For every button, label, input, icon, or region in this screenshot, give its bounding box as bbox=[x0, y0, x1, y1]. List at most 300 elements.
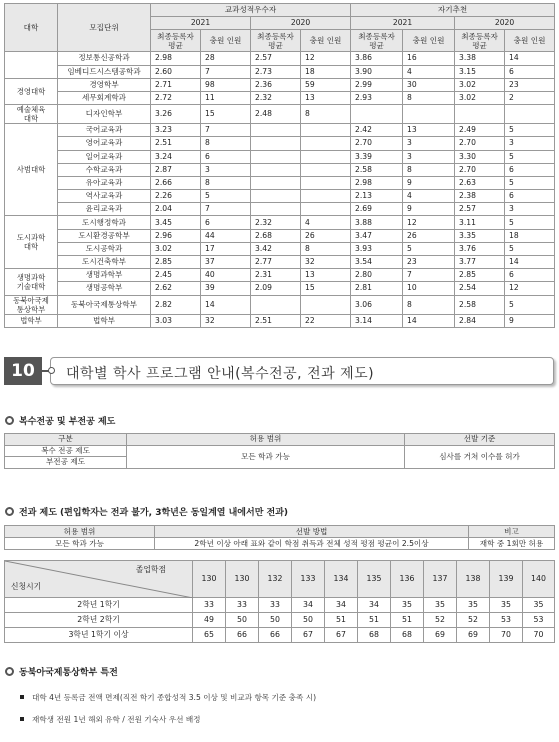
value-cell: 3.26 bbox=[151, 105, 201, 124]
value-cell: 7 bbox=[201, 124, 251, 137]
header-final-avg: 최종등록자 평균 bbox=[151, 30, 201, 52]
header-final-avg: 최종등록자 평균 bbox=[251, 30, 301, 52]
table-row bbox=[5, 282, 555, 295]
univ-cell bbox=[5, 52, 58, 78]
header-range: 허용 범위 bbox=[127, 434, 405, 446]
square-bullet-icon bbox=[20, 695, 24, 699]
credit-header: 130 bbox=[193, 561, 226, 598]
univ-cell: 사범대학 bbox=[5, 124, 58, 216]
credit-value: 35 bbox=[490, 598, 523, 613]
value-cell: 23 bbox=[505, 78, 555, 91]
section-heading-text: 전과 제도 (편입학자는 전과 불가, 3학년은 동일계열 내에서만 전과) bbox=[19, 508, 289, 518]
value-cell: 26 bbox=[403, 229, 455, 242]
value-cell: 2.32 bbox=[251, 216, 301, 229]
dept-cell: 경영학부 bbox=[58, 78, 151, 91]
value-cell: 6 bbox=[505, 65, 555, 78]
dept-cell: 수학교육과 bbox=[58, 163, 151, 176]
value-cell bbox=[301, 150, 351, 163]
value-cell: 3.93 bbox=[351, 242, 403, 255]
value-cell: 5 bbox=[505, 216, 555, 229]
header-criteria: 선발 기준 bbox=[405, 434, 555, 446]
value-cell: 2.80 bbox=[351, 269, 403, 282]
credit-value: 51 bbox=[325, 613, 358, 628]
value-cell: 15 bbox=[301, 282, 351, 295]
header-univ: 대학 bbox=[5, 4, 58, 52]
value-cell: 6 bbox=[505, 163, 555, 176]
value-cell: 3.77 bbox=[455, 256, 505, 269]
table-row bbox=[5, 613, 555, 628]
value-cell: 14 bbox=[505, 52, 555, 65]
transfer-table bbox=[4, 525, 555, 550]
table-row bbox=[5, 137, 555, 150]
dept-cell: 일어교육과 bbox=[58, 150, 151, 163]
table-row bbox=[5, 598, 555, 613]
dept-cell: 역사교육과 bbox=[58, 190, 151, 203]
credit-value: 69 bbox=[424, 628, 457, 643]
value-cell: 30 bbox=[403, 78, 455, 91]
transfer-range: 모든 학과 가능 bbox=[5, 538, 155, 550]
credit-value: 35 bbox=[457, 598, 490, 613]
value-cell: 8 bbox=[403, 91, 455, 104]
value-cell: 8 bbox=[403, 163, 455, 176]
header-method: 선발 방법 bbox=[155, 526, 469, 538]
value-cell: 5 bbox=[505, 295, 555, 314]
credit-value: 34 bbox=[292, 598, 325, 613]
credit-value: 50 bbox=[226, 613, 259, 628]
credit-value: 49 bbox=[193, 613, 226, 628]
table-row bbox=[5, 65, 555, 78]
value-cell: 2.70 bbox=[455, 163, 505, 176]
value-cell: 2.98 bbox=[351, 176, 403, 189]
value-cell: 2.77 bbox=[251, 256, 301, 269]
value-cell: 2.51 bbox=[151, 137, 201, 150]
circle-bullet-icon bbox=[5, 416, 14, 425]
value-cell: 2.70 bbox=[351, 137, 403, 150]
value-cell bbox=[455, 105, 505, 124]
table-row bbox=[5, 229, 555, 242]
value-cell: 2.81 bbox=[351, 282, 403, 295]
section-heading-transfer bbox=[5, 505, 288, 518]
value-cell: 3 bbox=[505, 137, 555, 150]
credit-value: 35 bbox=[424, 598, 457, 613]
dept-cell: 유아교육과 bbox=[58, 176, 151, 189]
value-cell: 5 bbox=[403, 242, 455, 255]
value-cell: 2.51 bbox=[251, 314, 301, 327]
dept-cell: 도시건축학부 bbox=[58, 256, 151, 269]
credit-header: 133 bbox=[292, 561, 325, 598]
header-year: 2021 bbox=[151, 17, 251, 30]
table-row bbox=[5, 242, 555, 255]
value-cell: 7 bbox=[403, 269, 455, 282]
value-cell: 2.85 bbox=[455, 269, 505, 282]
value-cell: 2.09 bbox=[251, 282, 301, 295]
credit-header: 130 bbox=[226, 561, 259, 598]
value-cell: 3.39 bbox=[351, 150, 403, 163]
value-cell: 2.57 bbox=[455, 203, 505, 216]
header-extra-count: 충원 인원 bbox=[505, 30, 555, 52]
table-row bbox=[5, 190, 555, 203]
credit-value: 34 bbox=[325, 598, 358, 613]
period-label: 3학년 1학기 이상 bbox=[5, 628, 193, 643]
table-row bbox=[5, 176, 555, 189]
value-cell bbox=[251, 163, 301, 176]
value-cell: 2.96 bbox=[151, 229, 201, 242]
value-cell: 2.31 bbox=[251, 269, 301, 282]
table-row bbox=[5, 124, 555, 137]
value-cell bbox=[251, 295, 301, 314]
value-cell: 3.76 bbox=[455, 242, 505, 255]
credit-header: 138 bbox=[457, 561, 490, 598]
value-cell: 44 bbox=[201, 229, 251, 242]
header-extra-count: 충원 인원 bbox=[403, 30, 455, 52]
value-cell: 3.90 bbox=[351, 65, 403, 78]
value-cell: 3.03 bbox=[151, 314, 201, 327]
value-cell: 2.71 bbox=[151, 78, 201, 91]
value-cell: 8 bbox=[201, 137, 251, 150]
credit-value: 53 bbox=[523, 613, 555, 628]
dept-cell: 국어교육과 bbox=[58, 124, 151, 137]
application-period-label: 신청시기 bbox=[11, 582, 42, 591]
univ-cell: 법학부 bbox=[5, 314, 58, 327]
value-cell: 3.15 bbox=[455, 65, 505, 78]
value-cell: 6 bbox=[201, 150, 251, 163]
value-cell: 8 bbox=[201, 176, 251, 189]
value-cell: 2.48 bbox=[251, 105, 301, 124]
credit-value: 66 bbox=[259, 628, 292, 643]
value-cell: 4 bbox=[301, 216, 351, 229]
value-cell: 2.73 bbox=[251, 65, 301, 78]
dept-cell: 영어교육과 bbox=[58, 137, 151, 150]
credit-value: 68 bbox=[391, 628, 424, 643]
benefit-text: 재학생 전원 1년 해외 유학 / 전원 기숙사 우선 배정 bbox=[32, 715, 201, 724]
credit-value: 66 bbox=[226, 628, 259, 643]
value-cell: 11 bbox=[201, 91, 251, 104]
value-cell: 2.04 bbox=[151, 203, 201, 216]
value-cell: 9 bbox=[403, 203, 455, 216]
value-cell bbox=[301, 176, 351, 189]
benefit-item bbox=[20, 714, 201, 725]
credit-value: 51 bbox=[391, 613, 424, 628]
value-cell: 3.02 bbox=[455, 91, 505, 104]
value-cell: 3.06 bbox=[351, 295, 403, 314]
value-cell: 40 bbox=[201, 269, 251, 282]
value-cell: 14 bbox=[505, 256, 555, 269]
value-cell: 8 bbox=[301, 105, 351, 124]
value-cell: 5 bbox=[505, 150, 555, 163]
credit-value: 52 bbox=[424, 613, 457, 628]
univ-cell: 도시과학 대학 bbox=[5, 216, 58, 269]
selection-criteria: 심사를 거쳐 이수를 허가 bbox=[405, 445, 555, 468]
credit-value: 33 bbox=[226, 598, 259, 613]
banner-dot-icon bbox=[48, 367, 55, 374]
value-cell: 8 bbox=[403, 295, 455, 314]
value-cell: 2.49 bbox=[455, 124, 505, 137]
univ-cell: 동북아국제 통상학부 bbox=[5, 295, 58, 314]
credit-requirement-table bbox=[4, 560, 555, 643]
value-cell: 5 bbox=[505, 242, 555, 255]
value-cell: 6 bbox=[505, 190, 555, 203]
table-row bbox=[5, 78, 555, 91]
credit-value: 35 bbox=[523, 598, 555, 613]
credit-value: 70 bbox=[523, 628, 555, 643]
value-cell: 17 bbox=[201, 242, 251, 255]
table-row bbox=[5, 628, 555, 643]
value-cell: 4 bbox=[403, 190, 455, 203]
section-title: 대학별 학사 프로그램 안내(복수전공, 전과 제도) bbox=[66, 366, 375, 382]
value-cell: 26 bbox=[301, 229, 351, 242]
value-cell: 3.35 bbox=[455, 229, 505, 242]
header-extra-count: 충원 인원 bbox=[301, 30, 351, 52]
value-cell: 2.70 bbox=[455, 137, 505, 150]
header-note: 비고 bbox=[469, 526, 555, 538]
value-cell bbox=[505, 105, 555, 124]
value-cell bbox=[301, 295, 351, 314]
value-cell bbox=[251, 190, 301, 203]
credit-value: 67 bbox=[325, 628, 358, 643]
credit-value: 51 bbox=[358, 613, 391, 628]
univ-cell: 경영대학 bbox=[5, 78, 58, 104]
value-cell bbox=[251, 124, 301, 137]
value-cell: 3.88 bbox=[351, 216, 403, 229]
value-cell: 2.87 bbox=[151, 163, 201, 176]
value-cell: 32 bbox=[301, 256, 351, 269]
credit-header: 137 bbox=[424, 561, 457, 598]
value-cell: 12 bbox=[403, 216, 455, 229]
value-cell: 2.36 bbox=[251, 78, 301, 91]
section-banner bbox=[4, 355, 554, 387]
value-cell: 12 bbox=[505, 282, 555, 295]
value-cell: 3.11 bbox=[455, 216, 505, 229]
value-cell: 59 bbox=[301, 78, 351, 91]
value-cell: 23 bbox=[403, 256, 455, 269]
value-cell: 8 bbox=[301, 242, 351, 255]
table-row bbox=[5, 203, 555, 216]
value-cell bbox=[301, 163, 351, 176]
dept-cell: 임베디드시스템공학과 bbox=[58, 65, 151, 78]
value-cell: 10 bbox=[403, 282, 455, 295]
value-cell: 3.30 bbox=[455, 150, 505, 163]
value-cell bbox=[251, 137, 301, 150]
credit-value: 69 bbox=[457, 628, 490, 643]
value-cell: 5 bbox=[201, 190, 251, 203]
credit-header: 139 bbox=[490, 561, 523, 598]
value-cell bbox=[301, 190, 351, 203]
value-cell: 5 bbox=[505, 124, 555, 137]
value-cell: 2.66 bbox=[151, 176, 201, 189]
table-row bbox=[5, 91, 555, 104]
value-cell: 39 bbox=[201, 282, 251, 295]
value-cell: 3.23 bbox=[151, 124, 201, 137]
dept-cell: 도시행정학과 bbox=[58, 216, 151, 229]
value-cell: 6 bbox=[505, 269, 555, 282]
section-heading-text: 복수전공 및 부전공 제도 bbox=[19, 417, 116, 427]
admission-results-table bbox=[4, 3, 555, 328]
value-cell: 6 bbox=[201, 216, 251, 229]
value-cell: 13 bbox=[403, 124, 455, 137]
value-cell: 2.63 bbox=[455, 176, 505, 189]
value-cell: 14 bbox=[201, 295, 251, 314]
credit-header: 135 bbox=[358, 561, 391, 598]
value-cell bbox=[251, 150, 301, 163]
value-cell: 2 bbox=[505, 91, 555, 104]
value-cell bbox=[301, 137, 351, 150]
value-cell: 2.45 bbox=[151, 269, 201, 282]
value-cell: 3.02 bbox=[455, 78, 505, 91]
value-cell: 9 bbox=[505, 314, 555, 327]
value-cell: 2.85 bbox=[151, 256, 201, 269]
double-major-table bbox=[4, 433, 555, 469]
credit-value: 33 bbox=[193, 598, 226, 613]
value-cell: 3.42 bbox=[251, 242, 301, 255]
credit-value: 52 bbox=[457, 613, 490, 628]
table-row bbox=[5, 295, 555, 314]
dept-cell: 도시환경공학부 bbox=[58, 229, 151, 242]
value-cell: 2.58 bbox=[351, 163, 403, 176]
value-cell: 12 bbox=[301, 52, 351, 65]
value-cell: 18 bbox=[505, 229, 555, 242]
value-cell: 15 bbox=[201, 105, 251, 124]
header-extra-count: 충원 인원 bbox=[201, 30, 251, 52]
value-cell bbox=[251, 203, 301, 216]
credit-value: 50 bbox=[292, 613, 325, 628]
table-row bbox=[5, 52, 555, 65]
value-cell: 7 bbox=[201, 65, 251, 78]
value-cell: 37 bbox=[201, 256, 251, 269]
credit-header: 140 bbox=[523, 561, 555, 598]
section-heading-double-major bbox=[5, 414, 115, 427]
value-cell: 3.47 bbox=[351, 229, 403, 242]
value-cell: 2.98 bbox=[151, 52, 201, 65]
value-cell: 2.42 bbox=[351, 124, 403, 137]
value-cell: 14 bbox=[403, 314, 455, 327]
dept-cell: 동북아국제통상학부 bbox=[58, 295, 151, 314]
section-heading-text: 동북아국제통상학부 특전 bbox=[19, 668, 118, 678]
benefit-item bbox=[20, 692, 316, 703]
value-cell bbox=[301, 124, 351, 137]
value-cell: 2.72 bbox=[151, 91, 201, 104]
value-cell: 2.57 bbox=[251, 52, 301, 65]
credit-value: 68 bbox=[358, 628, 391, 643]
value-cell: 2.58 bbox=[455, 295, 505, 314]
row-minor: 부전공 제도 bbox=[5, 457, 127, 469]
row-double-major: 복수 전공 제도 bbox=[5, 445, 127, 457]
value-cell bbox=[403, 105, 455, 124]
credit-value: 53 bbox=[490, 613, 523, 628]
benefit-text: 대학 4년 등록금 전액 면제(직전 학기 종합성적 3.5 이상 및 비교과 항목 기준 충족 시) bbox=[32, 693, 317, 702]
dept-cell: 법학부 bbox=[58, 314, 151, 327]
dept-cell: 세무회계학과 bbox=[58, 91, 151, 104]
value-cell: 2.60 bbox=[151, 65, 201, 78]
section-number: 10 bbox=[4, 357, 42, 385]
value-cell: 22 bbox=[301, 314, 351, 327]
dept-cell: 윤리교육과 bbox=[58, 203, 151, 216]
table-row bbox=[5, 256, 555, 269]
value-cell: 3 bbox=[201, 163, 251, 176]
value-cell: 16 bbox=[403, 52, 455, 65]
credit-value: 65 bbox=[193, 628, 226, 643]
value-cell: 28 bbox=[201, 52, 251, 65]
credit-header: 132 bbox=[259, 561, 292, 598]
value-cell: 7 bbox=[201, 203, 251, 216]
value-cell: 5 bbox=[505, 176, 555, 189]
value-cell: 3.45 bbox=[151, 216, 201, 229]
transfer-note: 재학 중 1회만 허용 bbox=[469, 538, 555, 550]
value-cell: 2.13 bbox=[351, 190, 403, 203]
value-cell: 32 bbox=[201, 314, 251, 327]
credit-header: 134 bbox=[325, 561, 358, 598]
header-dept: 모집단위 bbox=[58, 4, 151, 52]
value-cell: 2.38 bbox=[455, 190, 505, 203]
value-cell: 3 bbox=[505, 203, 555, 216]
value-cell: 13 bbox=[301, 91, 351, 104]
value-cell: 9 bbox=[403, 176, 455, 189]
value-cell: 3.38 bbox=[455, 52, 505, 65]
credit-value: 35 bbox=[391, 598, 424, 613]
value-cell: 2.68 bbox=[251, 229, 301, 242]
header-group-self: 자기추천 bbox=[351, 4, 555, 17]
period-label: 2학년 2학기 bbox=[5, 613, 193, 628]
credit-value: 70 bbox=[490, 628, 523, 643]
header-group-grades: 교과성적우수자 bbox=[151, 4, 351, 17]
header-final-avg: 최종등록자 평균 bbox=[455, 30, 505, 52]
value-cell: 2.62 bbox=[151, 282, 201, 295]
value-cell: 3.02 bbox=[151, 242, 201, 255]
value-cell: 3.54 bbox=[351, 256, 403, 269]
dept-cell: 정보통신공학과 bbox=[58, 52, 151, 65]
header-category: 구분 bbox=[5, 434, 127, 446]
value-cell: 13 bbox=[301, 269, 351, 282]
dept-cell: 도시공학과 bbox=[58, 242, 151, 255]
table-row bbox=[5, 150, 555, 163]
value-cell: 2.93 bbox=[351, 91, 403, 104]
transfer-method: 2학년 이상 아래 표와 같이 학점 취득과 전체 성적 평점 평균이 2.5이상 bbox=[155, 538, 469, 550]
value-cell: 2.54 bbox=[455, 282, 505, 295]
period-label: 2학년 1학기 bbox=[5, 598, 193, 613]
header-range: 허용 범위 bbox=[5, 526, 155, 538]
credit-value: 34 bbox=[358, 598, 391, 613]
table-row bbox=[5, 163, 555, 176]
value-cell bbox=[351, 105, 403, 124]
univ-cell: 생명과학 기술대학 bbox=[5, 269, 58, 295]
value-cell: 2.84 bbox=[455, 314, 505, 327]
graduation-credit-label: 졸업학점 bbox=[135, 565, 166, 574]
header-year: 2020 bbox=[455, 17, 555, 30]
circle-bullet-icon bbox=[5, 507, 14, 516]
header-year: 2021 bbox=[351, 17, 455, 30]
value-cell: 3 bbox=[403, 150, 455, 163]
header-year: 2020 bbox=[251, 17, 351, 30]
value-cell: 3.14 bbox=[351, 314, 403, 327]
dept-cell: 생명과학부 bbox=[58, 269, 151, 282]
univ-cell: 예술체육 대학 bbox=[5, 105, 58, 124]
value-cell: 2.32 bbox=[251, 91, 301, 104]
credit-header: 136 bbox=[391, 561, 424, 598]
value-cell: 2.99 bbox=[351, 78, 403, 91]
table-row bbox=[5, 105, 555, 124]
table-row bbox=[5, 269, 555, 282]
value-cell: 3.24 bbox=[151, 150, 201, 163]
allowed-range: 모든 학과 가능 bbox=[127, 445, 405, 468]
header-final-avg: 최종등록자 평균 bbox=[351, 30, 403, 52]
table-row bbox=[5, 314, 555, 327]
diagonal-header-cell bbox=[5, 561, 193, 598]
value-cell: 3.86 bbox=[351, 52, 403, 65]
value-cell: 2.69 bbox=[351, 203, 403, 216]
value-cell: 3 bbox=[403, 137, 455, 150]
credit-value: 33 bbox=[259, 598, 292, 613]
dept-cell: 생명공학부 bbox=[58, 282, 151, 295]
value-cell: 2.82 bbox=[151, 295, 201, 314]
